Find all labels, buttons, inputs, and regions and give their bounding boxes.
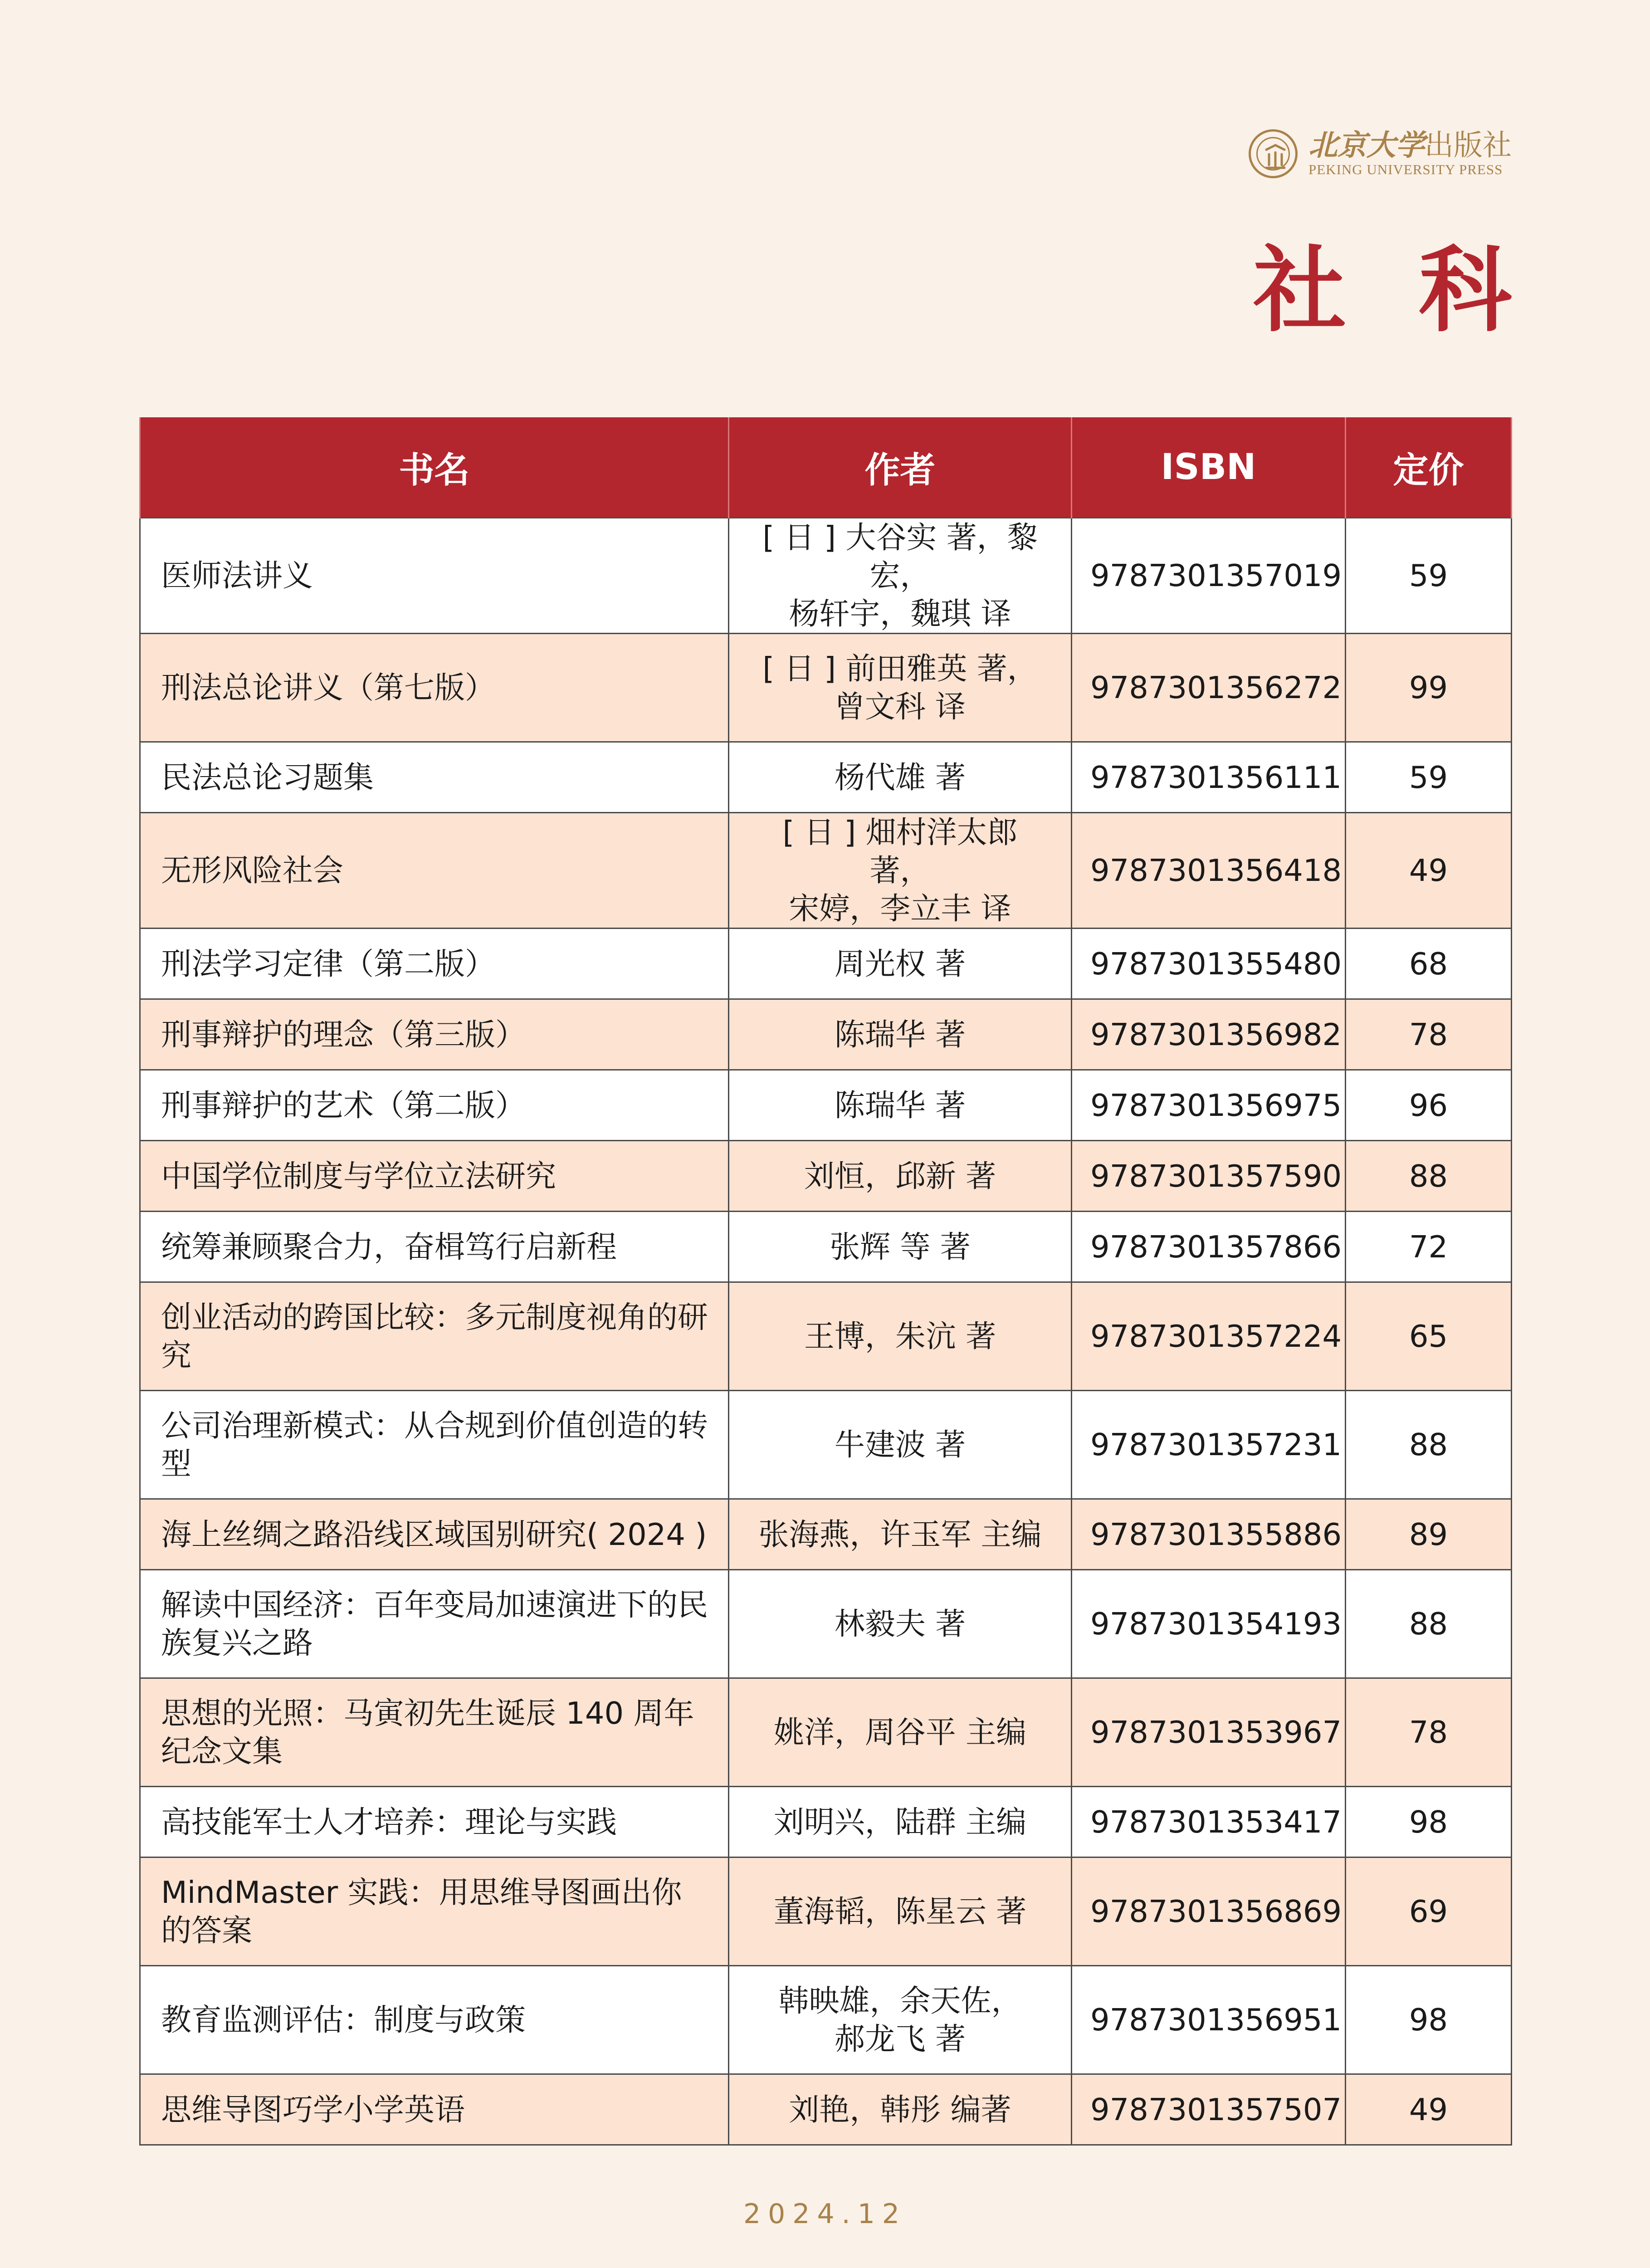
price-cell: 89	[1346, 1499, 1512, 1570]
author-cell	[729, 1857, 1072, 1966]
author-line: 王博，朱沆 著	[804, 1319, 996, 1354]
author-cell	[729, 742, 1072, 813]
book-title-cell: 教育监测评估：制度与政策	[140, 1966, 729, 2074]
book-title-cell: 民法总论习题集	[140, 742, 729, 813]
table-row	[140, 1857, 1512, 1966]
author-line: 林毅夫 著	[834, 1606, 966, 1642]
author-line: 杨代雄 著	[834, 759, 966, 795]
table-row	[140, 929, 1512, 999]
author-line: 刘恒，邱新 著	[804, 1158, 996, 1194]
author-line: 杨轩宇，魏琪 译	[789, 596, 1011, 631]
isbn-cell: 9787301357224	[1072, 1282, 1346, 1391]
price-cell: 49	[1346, 2074, 1512, 2145]
author-line: 陈瑞华 著	[834, 1017, 966, 1052]
book-title-cell: 思维导图巧学小学英语	[140, 2074, 729, 2145]
author-line: 牛建波 著	[834, 1427, 966, 1462]
isbn-cell: 9787301357866	[1072, 1212, 1346, 1282]
header-isbn: ISBN	[1072, 417, 1346, 518]
page-title	[1253, 236, 1584, 345]
isbn-cell: 9787301355886	[1072, 1499, 1346, 1570]
table-row	[140, 1141, 1512, 1212]
author-line: 刘艳，韩彤 编著	[789, 2092, 1011, 2127]
pku-press-seal-icon	[1249, 129, 1298, 178]
author-cell	[729, 1070, 1072, 1141]
table-row	[140, 1966, 1512, 2074]
author-line: 宋婷，李立丰 译	[789, 891, 1011, 926]
isbn-cell: 9787301356111	[1072, 742, 1346, 813]
author-line: 张海燕，许玉军 主编	[758, 1516, 1042, 1552]
book-title-cell: 刑法总论讲义（第七版）	[140, 634, 729, 742]
price-cell: 59	[1346, 742, 1512, 813]
author-line: 张辉 等 著	[830, 1229, 971, 1265]
book-table	[139, 417, 1512, 2146]
table-row	[140, 1391, 1512, 1499]
author-line: 姚洋，周谷平 主编	[773, 1715, 1027, 1750]
book-title-cell: 解读中国经济：百年变局加速演进下的民族复兴之路	[140, 1570, 729, 1678]
brand-text	[1308, 130, 1512, 178]
price-cell: 78	[1346, 1678, 1512, 1787]
author-line: 陈瑞华 著	[834, 1087, 966, 1123]
isbn-cell: 9787301356951	[1072, 1966, 1346, 2074]
book-title-cell: 思想的光照：马寅初先生诞辰 140 周年纪念文集	[140, 1678, 729, 1787]
author-line: 韩映雄，余天佐，	[778, 1983, 1022, 2019]
price-cell: 69	[1346, 1857, 1512, 1966]
book-title-cell: 刑法学习定律（第二版）	[140, 929, 729, 999]
author-line: 曾文科 译	[834, 689, 966, 724]
author-cell	[729, 1570, 1072, 1678]
author-line: [ 日 ] 前田雅英 著，	[762, 651, 1038, 686]
book-title-cell: 高技能军士人才培养：理论与实践	[140, 1787, 729, 1857]
table-row	[140, 634, 1512, 742]
table-row	[140, 1678, 1512, 1787]
author-cell	[729, 634, 1072, 742]
price-cell: 68	[1346, 929, 1512, 999]
author-cell	[729, 1391, 1072, 1499]
table-row	[140, 1212, 1512, 1282]
footer-date: 2024.12	[743, 2198, 907, 2230]
author-cell	[729, 1212, 1072, 1282]
isbn-cell: 9787301357019	[1072, 518, 1346, 634]
brand-name-en: PEKING UNIVERSITY PRESS	[1308, 161, 1503, 177]
table-row	[140, 518, 1512, 634]
author-cell	[729, 1282, 1072, 1391]
table-row	[140, 1282, 1512, 1391]
author-cell	[729, 999, 1072, 1070]
book-title-cell: MindMaster 实践：用思维导图画出你的答案	[140, 1857, 729, 1966]
brand-name-university: 北京大学	[1308, 128, 1425, 162]
author-cell	[729, 1966, 1072, 2074]
isbn-cell: 9787301356869	[1072, 1857, 1346, 1966]
header-title: 书名	[140, 417, 729, 518]
price-cell: 98	[1346, 1966, 1512, 2074]
publisher-brand	[1249, 129, 1512, 178]
price-cell: 96	[1346, 1070, 1512, 1141]
isbn-cell: 9787301353967	[1072, 1678, 1346, 1787]
price-cell: 78	[1346, 999, 1512, 1070]
author-line: 董海韬，陈星云 著	[773, 1894, 1027, 1929]
author-cell	[729, 518, 1072, 634]
brand-name-press: 出版社	[1425, 129, 1512, 162]
author-cell	[729, 1678, 1072, 1787]
title-char: 社	[1253, 236, 1419, 345]
book-title-cell: 无形风险社会	[140, 813, 729, 929]
isbn-cell: 9787301356975	[1072, 1070, 1346, 1141]
book-title-cell: 创业活动的跨国比较：多元制度视角的研究	[140, 1282, 729, 1391]
author-line: [ 日 ] 畑村洋太郎 著，	[782, 815, 1018, 888]
author-cell	[729, 2074, 1072, 2145]
isbn-cell: 9787301355480	[1072, 929, 1346, 999]
isbn-cell: 9787301354193	[1072, 1570, 1346, 1678]
isbn-cell: 9787301357590	[1072, 1141, 1346, 1212]
author-line: 周光权 著	[834, 946, 966, 982]
author-line: [ 日 ] 大谷实 著，黎宏，	[762, 520, 1038, 593]
isbn-cell: 9787301356272	[1072, 634, 1346, 742]
book-title-cell: 刑事辩护的理念（第三版）	[140, 999, 729, 1070]
table-header-row	[140, 417, 1512, 518]
isbn-cell: 9787301356982	[1072, 999, 1346, 1070]
isbn-cell: 9787301353417	[1072, 1787, 1346, 1857]
price-cell: 98	[1346, 1787, 1512, 1857]
price-cell: 59	[1346, 518, 1512, 634]
isbn-cell: 9787301357231	[1072, 1391, 1346, 1499]
price-cell: 72	[1346, 1212, 1512, 1282]
brand-name-cn	[1308, 130, 1512, 161]
price-cell: 88	[1346, 1141, 1512, 1212]
table-row	[140, 1570, 1512, 1678]
author-cell	[729, 1141, 1072, 1212]
table-row	[140, 1499, 1512, 1570]
book-title-cell: 中国学位制度与学位立法研究	[140, 1141, 729, 1212]
header-price: 定价	[1346, 417, 1512, 518]
title-char: 科	[1419, 236, 1584, 345]
header-author: 作者	[729, 417, 1072, 518]
price-cell: 88	[1346, 1391, 1512, 1499]
table-row	[140, 813, 1512, 929]
book-title-cell: 海上丝绸之路沿线区域国别研究( 2024 )	[140, 1499, 729, 1570]
isbn-cell: 9787301357507	[1072, 2074, 1346, 2145]
isbn-cell: 9787301356418	[1072, 813, 1346, 929]
book-title-cell: 医师法讲义	[140, 518, 729, 634]
price-cell: 49	[1346, 813, 1512, 929]
table-row	[140, 999, 1512, 1070]
price-cell: 99	[1346, 634, 1512, 742]
author-cell	[729, 929, 1072, 999]
table-body	[140, 518, 1512, 2145]
author-line: 刘明兴，陆群 主编	[773, 1804, 1027, 1840]
author-cell	[729, 813, 1072, 929]
price-cell: 88	[1346, 1570, 1512, 1678]
book-title-cell: 统筹兼顾聚合力，奋楫笃行启新程	[140, 1212, 729, 1282]
author-cell	[729, 1499, 1072, 1570]
table-row	[140, 742, 1512, 813]
table-row	[140, 1787, 1512, 1857]
table-row	[140, 2074, 1512, 2145]
author-cell	[729, 1787, 1072, 1857]
table-row	[140, 1070, 1512, 1141]
book-title-cell: 刑事辩护的艺术（第二版）	[140, 1070, 729, 1141]
price-cell: 65	[1346, 1282, 1512, 1391]
book-title-cell: 公司治理新模式：从合规到价值创造的转型	[140, 1391, 729, 1499]
author-line: 郝龙飞 著	[834, 2021, 966, 2057]
